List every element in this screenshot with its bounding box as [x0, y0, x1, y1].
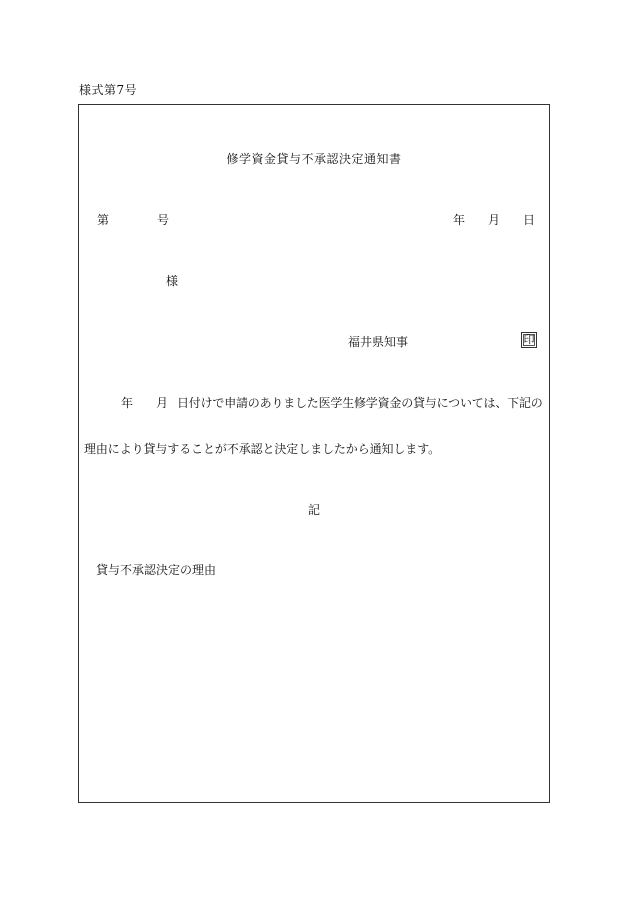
- body-month-label: 月: [156, 396, 169, 410]
- form-number: 様式第7号: [79, 83, 138, 97]
- addressee-honorific: 様: [166, 274, 179, 288]
- document-title: 修学資金貸与不承認決定通知書: [226, 152, 402, 166]
- body-year-label: 年: [121, 396, 134, 410]
- body-line-2: 理由により貸与することが不承認と決定しましたから通知します。: [84, 442, 441, 456]
- seal-label: 印: [523, 333, 535, 346]
- body-line-1: 日付けで申請のありました医学生修学資金の貸与については、下記の: [177, 396, 543, 410]
- ki-heading: 記: [308, 503, 321, 517]
- date-day-label: 日: [523, 213, 536, 227]
- issuer-name: 福井県知事: [348, 335, 409, 349]
- date-year-label: 年: [453, 213, 466, 227]
- doc-number-suffix: 号: [157, 213, 170, 227]
- reason-heading: 貸与不承認決定の理由: [96, 563, 217, 577]
- doc-number-prefix: 第: [97, 213, 110, 227]
- date-month-label: 月: [488, 213, 501, 227]
- seal-stamp: [521, 332, 537, 348]
- notice-frame: [78, 104, 550, 803]
